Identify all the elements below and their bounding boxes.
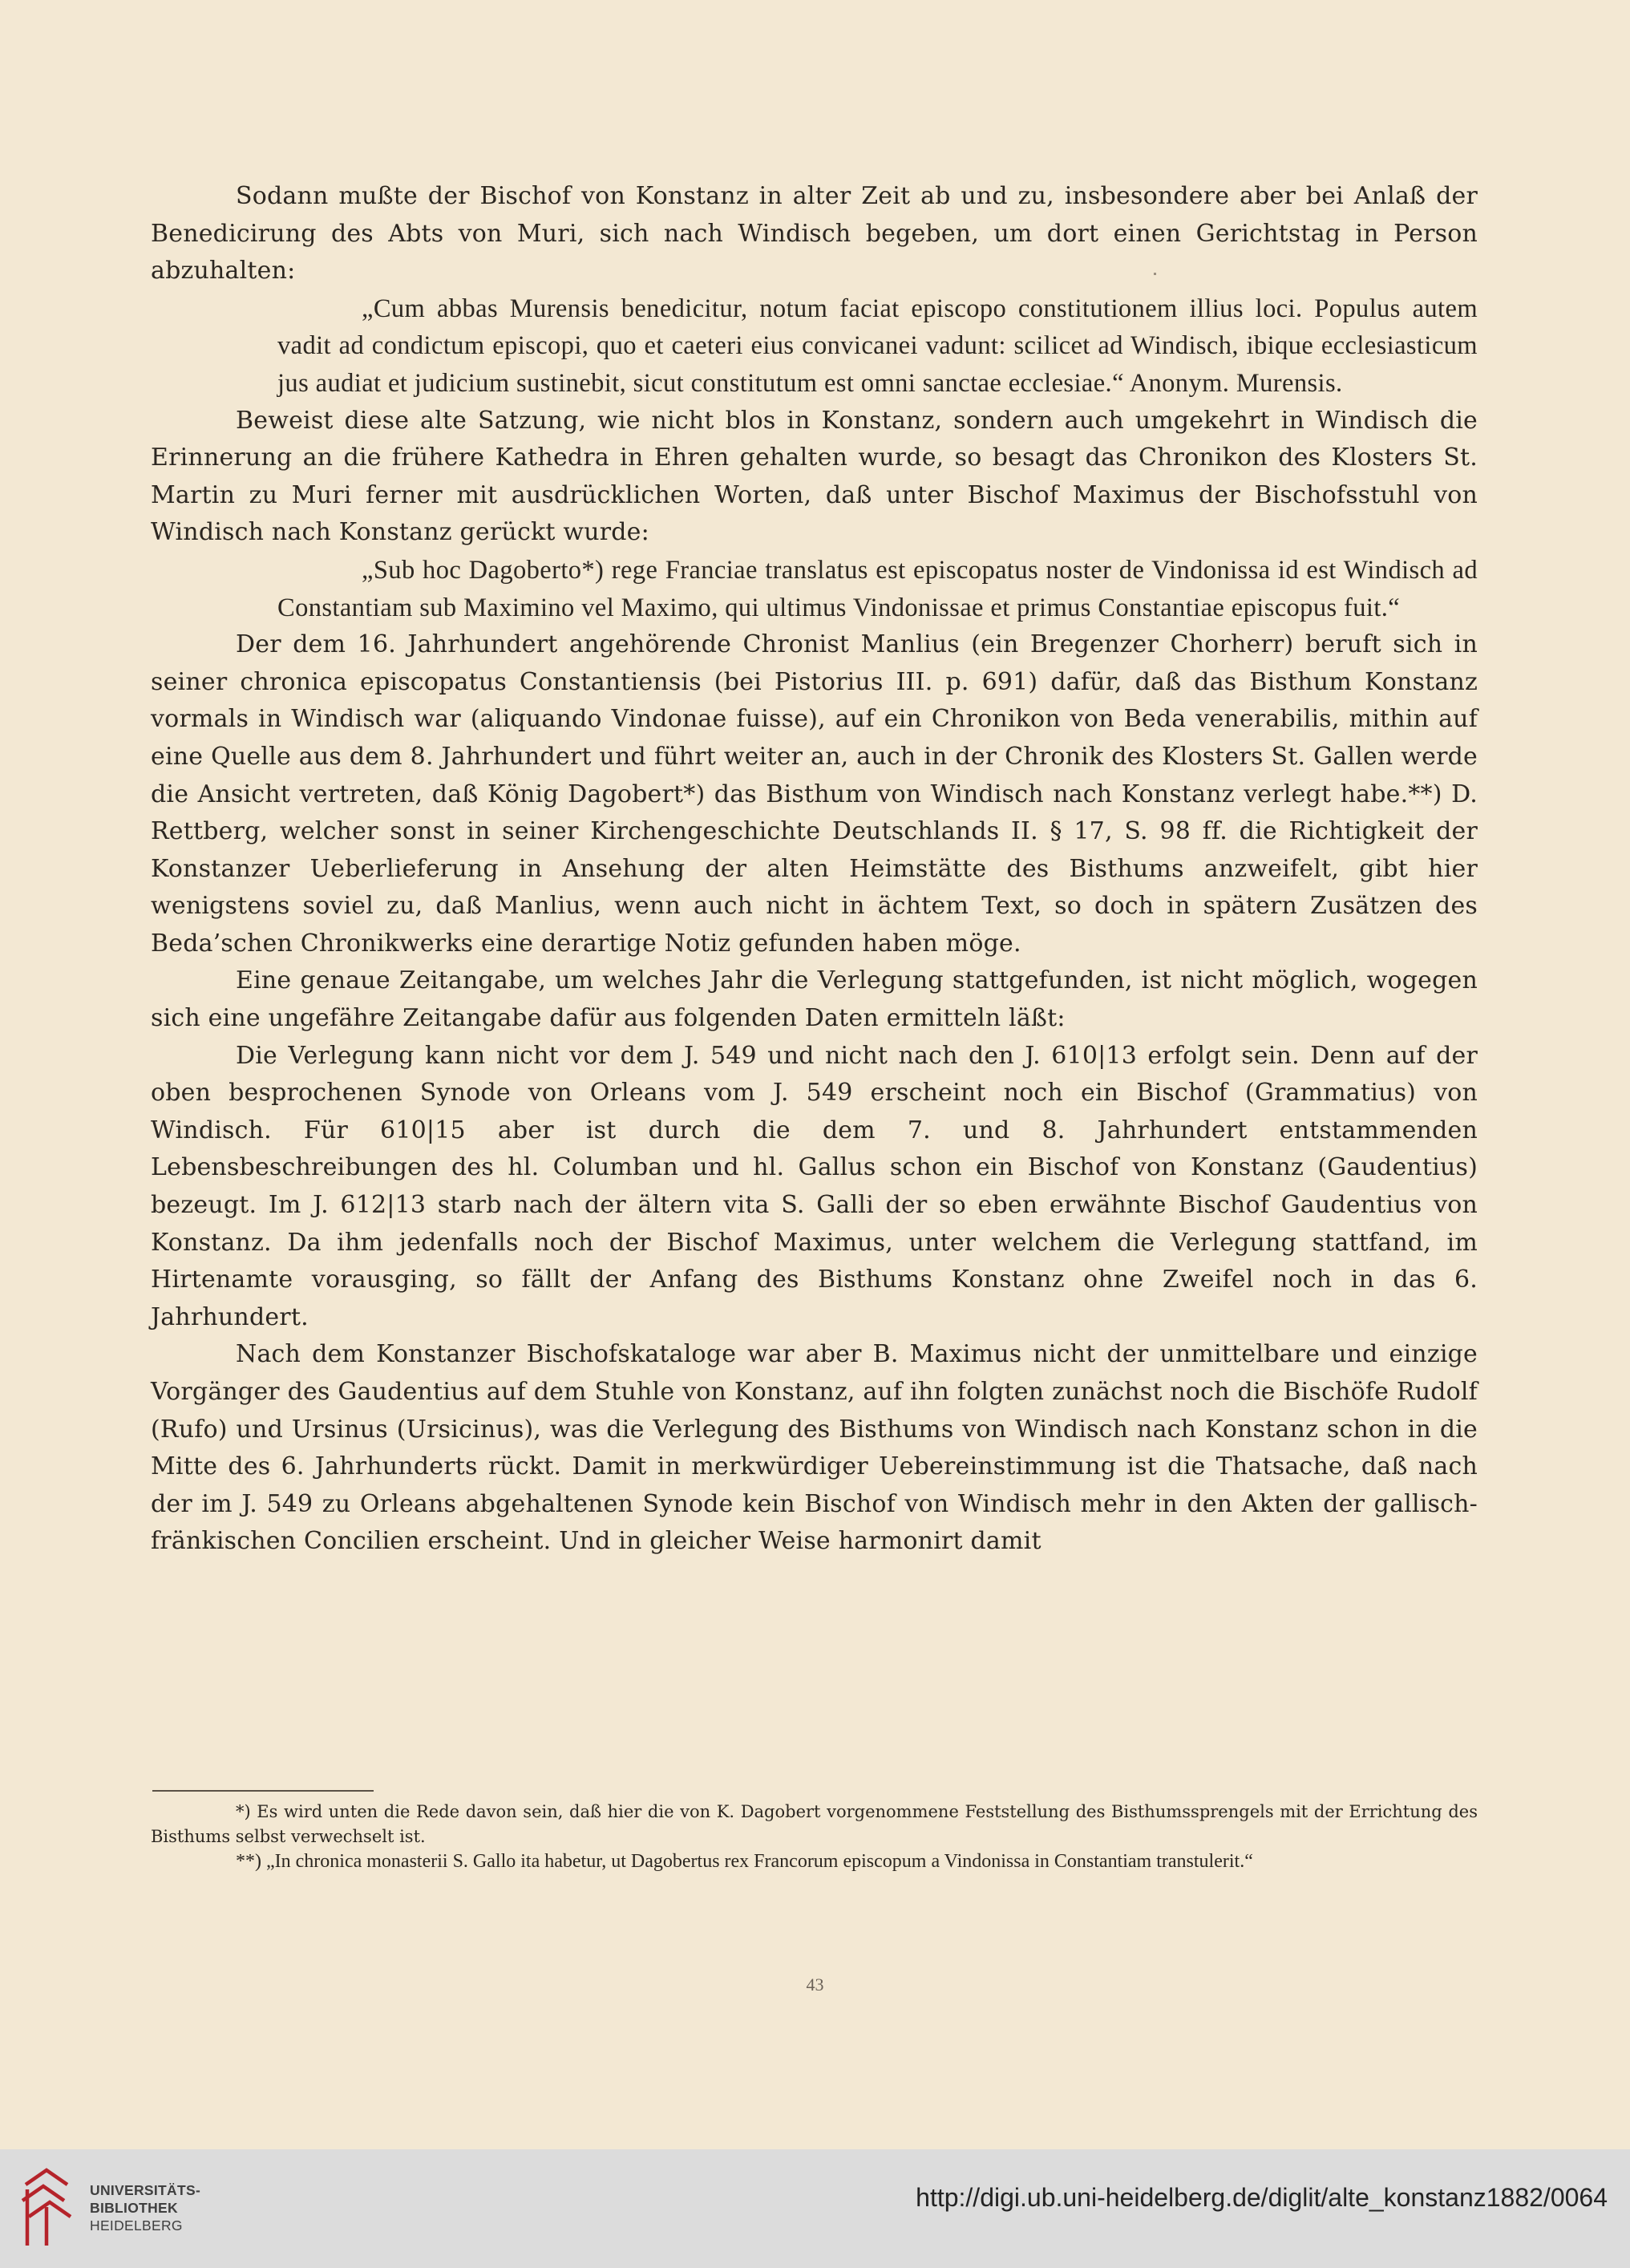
paragraph-4: Eine genaue Zeitangabe, um welches Jahr die Verlegung stattgefunden, ist nicht möglich, wogegen sich eine ungefähre Zeitangabe dafür aus folgenden Daten ermitteln läßt: xyxy=(151,966,1478,1033)
paragraph-5: Die Verlegung kann nicht vor dem J. 549 und nicht nach den J. 610|13 erfolgt sein. Denn auf der oben besprochenen Synode von Orleans vom J. 549 erscheint noch ein Bischof (Grammatius) von Windisch. Für 610|15 aber ist durch die dem 7. und 8. Jahrhundert entstammenden Lebensbeschreibungen des hl. Columban und hl. Gallus schon ein Bischof von Konstanz (Gaudentius) bezeugt. Im J. 612|13 starb nach der ältern vita S. Galli der so eben erwähnte Bischof Gaudentius von Konstanz. Da ihm jedenfalls noch der Bischof Maximus, unter welchem die Verlegung stattfand, im Hirtenamte vorausging, so fällt der Anfang des Bisthums Konstanz ohne Zweifel noch in das 6. Jahrhundert. xyxy=(151,1041,1478,1331)
library-name-line-2: BIBLIOTHEK xyxy=(90,2200,178,2216)
footnote-1: *) Es wird unten die Rede davon sein, daß hier die von K. Dagobert vorgenommene Feststellung des Bisthumssprengels mit der Errichtung des Bisthums selbst verwechselt ist. xyxy=(151,1802,1478,1846)
latin-quote-2: „Sub hoc Dagoberto*) rege Franciae translatus est episcopatus noster de Vindonissa id est Windisch ad Constantiam sub Maximino vel Maximo, qui ultimus Vindonissae et primus Constantiae episcopus fuit.“ xyxy=(277,555,1478,622)
source-url[interactable]: http://digi.ub.uni-heidelberg.de/diglit/alte_konstanz1882/0064 xyxy=(916,2183,1608,2212)
library-name-line-3: HEIDELBERG xyxy=(90,2217,183,2234)
library-footer xyxy=(0,2149,1630,2268)
main-text xyxy=(151,178,1478,1561)
library-name-line-1: UNIVERSITÄTS- xyxy=(90,2182,201,2198)
paragraph-6: Nach dem Konstanzer Bischofskataloge war aber B. Maximus nicht der unmittelbare und einzige Vorgänger des Gaudentius auf dem Stuhle von Konstanz, auf ihn folgten zunächst noch die Bischöfe Rudolf (Rufo) und Ursinus (Ursicinus), was die Verlegung des Bisthums von Windisch nach Konstanz schon in die Mitte des 6. Jahrhunderts rückt. Damit in merkwürdiger Uebereinstimmung ist die Thatsache, daß nach der im J. 549 zu Orleans abgehaltenen Synode kein Bischof von Windisch mehr in den Akten der gallisch-fränkischen Concilien erscheint. Und in gleicher Weise harmonirt damit xyxy=(151,1340,1478,1556)
paragraph-3: Der dem 16. Jahrhundert angehörende Chronist Manlius (ein Bregenzer Chorherr) beruft sich in seiner chronica episcopatus Constantiensis (bei Pistorius III. p. 691) dafür, daß das Bisthum Konstanz vormals in Windisch war (aliquando Vindonae fuisse), auf ein Chronikon von Beda venerabilis, mithin auf eine Quelle aus dem 8. Jahrhundert und führt weiter an, auch in der Chronik des Klosters St. Gallen werde die Ansicht vertreten, daß König Dagobert*) das Bisthum von Windisch nach Konstanz verlegt habe.**) D. Rettberg, welcher sonst in seiner Kirchengeschichte Deutschlands II. § 17, S. 98 ff. die Richtigkeit der Konstanzer Ueberlieferung in Ansehung der alten Heimstätte des Bisthums anzweifelt, gibt hier wenigstens soviel zu, daß Manlius, wenn auch nicht in ächtem Text, so doch in spätern Zusätzen des Beda’schen Chronikwerks eine derartige Notiz gefunden haben möge. xyxy=(151,630,1478,958)
library-logo-icon xyxy=(19,2165,74,2252)
footnote-2: **) „In chronica monasterii S. Gallo ita habetur, ut Dagobertus rex Francorum episcopum a Vindonissa in Constantiam transtulerit.“ xyxy=(236,1851,1253,1872)
latin-quote-1: „Cum abbas Murensis benedicitur, notum faciat episcopo constitutionem illius loci. Populus autem vadit ad condictum episcopi, quo et caeteri eius convicanei vadunt: scilicet ad Windisch, ibique ecclesiasticum jus audiat et judicium sustinebit, sicut constitutum est omni sanctae ecclesiae.“ Anonym. Murensis. xyxy=(277,294,1478,398)
library-name xyxy=(90,2181,200,2234)
footnote-divider xyxy=(152,1790,374,1792)
paragraph-1: Sodann mußte der Bischof von Konstanz in alter Zeit ab und zu, insbesondere aber bei Anlaß der Benedicirung des Abts von Muri, sich nach Windisch begeben, um dort einen Gerichtstag in Person abzuhalten: xyxy=(151,182,1478,286)
page-number: 43 xyxy=(806,1974,824,1995)
footnotes xyxy=(151,1800,1478,1874)
paragraph-2: Beweist diese alte Satzung, wie nicht blos in Konstanz, sondern auch umgekehrt in Windisch die Erinnerung an die frühere Kathedra in Ehren gehalten wurde, so besagt das Chronikon des Klosters St. Martin zu Muri ferner mit ausdrücklichen Worten, daß unter Bischof Maximus der Bischofsstuhl von Windisch nach Konstanz gerückt wurde: xyxy=(151,406,1478,547)
